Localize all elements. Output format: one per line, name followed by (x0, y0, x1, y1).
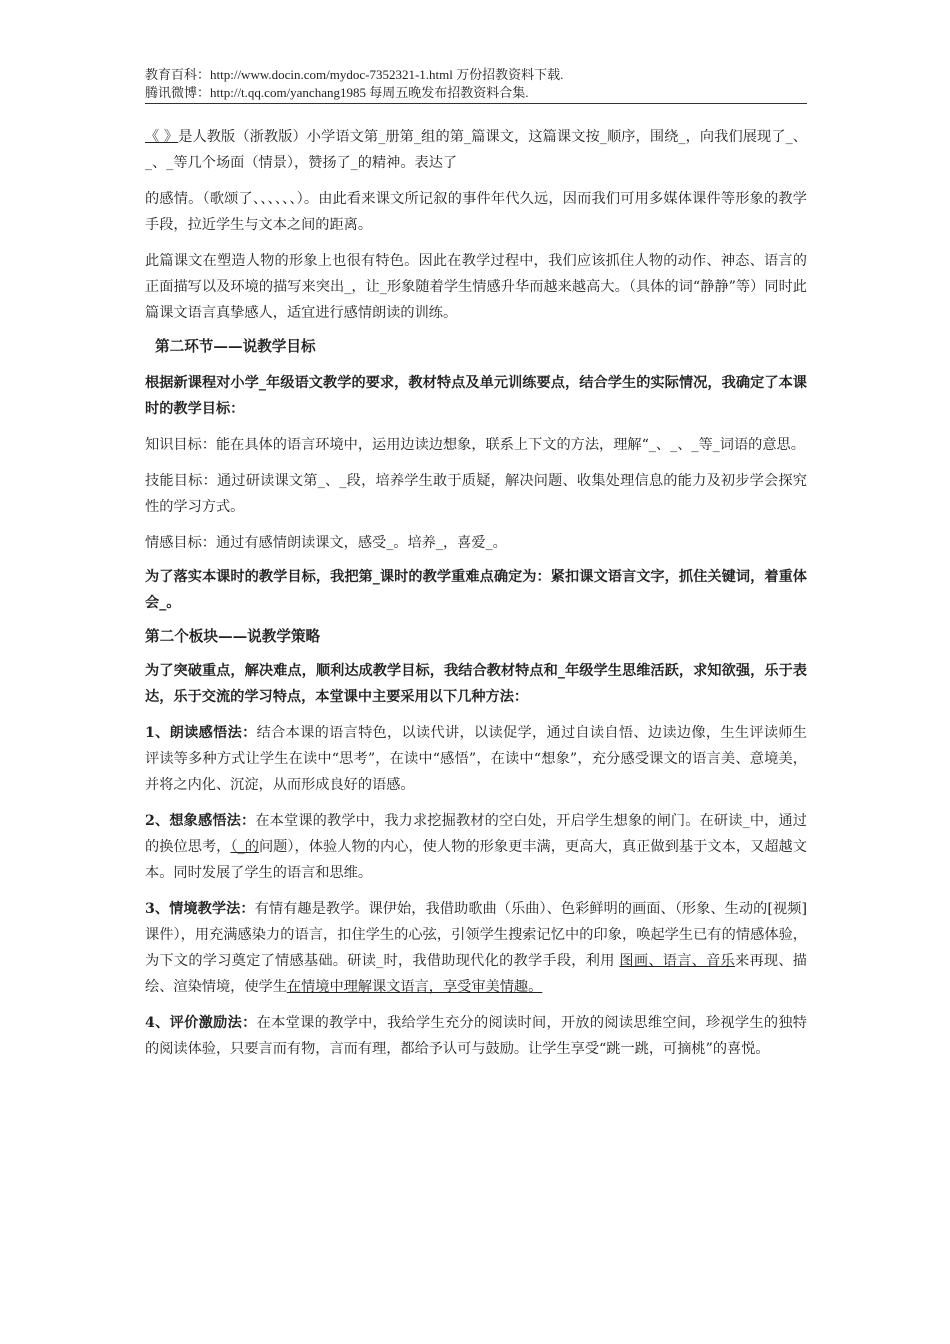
method-4: 4、评价激励法：在本堂课的教学中，我给学生充分的阅读时间，开放的阅读思维空间，珍视学生的独特的阅读体验，只要言而有物，言而有理，都给予认可与鼓励。让学生享受“跳一跳，可摘桃”的喜悦。 (145, 1015, 807, 1057)
method-2-label: 2、想象感悟法： (145, 813, 256, 829)
paragraph-character: 此篇课文在塑造人物的形象上也很有特色。因此在教学过程中，我们应该抓住人物的动作、神态、语言的正面描写以及环境的描写来突出_，让_形象随着学生情感升华而越来越高大。（具体的词“静静”等）同时此篇课文语言真挚感人，适宜进行感情朗读的训练。 (145, 253, 807, 321)
document-page (145, 66, 807, 1062)
goal-emotion: 情感目标：通过有感情朗读课文，感受_。培养_，喜爱_。 (145, 535, 507, 551)
goal-knowledge: 知识目标：能在具体的语言环境中，运用边读边想象，联系上下文的方法，理解“_、_、_等_词语的意思。 (145, 437, 805, 453)
section-strategy-title: 第二个板块——说教学策略 (145, 628, 321, 645)
page-header (145, 66, 807, 102)
header-line-2: 腾讯微博：http://t.qq.com/yanchang1985 每周五晚发布招教资料合集. (145, 85, 529, 100)
method-3: 3、情境教学法：有情有趣是教学。课伊始，我借助歌曲（乐曲）、色彩鲜明的画面、（形象、生动的[视频]课件），用充满感染力的语言，扣住学生的心弦，引领学生搜索记忆中的印象，唤起学生已有的情感体验，为下文的学习奠定了情感基础。研读_时，我借助现代化的教学手段，利用 图画、语言、音乐来再现、描绘、渲染情境，使学生在情境中理解课文语言，享受审美情趣。 (145, 901, 807, 995)
method-3-label: 3、情境教学法： (145, 901, 255, 917)
goals-intro: 根据新课程对小学_年级语文教学的要求，教材特点及单元训练要点，结合学生的实际情况，我确定了本课时的教学目标： (145, 375, 807, 417)
goal-skill: 技能目标：通过研读课文第_、_段，培养学生敢于质疑，解决问题、收集处理信息的能力及初步学会探究性的学习方式。 (145, 473, 807, 515)
key-points: 为了落实本课时的教学目标，我把第_课时的教学重难点确定为：紧扣课文语言文字，抓住关键词，着重体会_。 (145, 569, 807, 611)
section-teaching-goals-title: 第二环节——说教学目标 (155, 338, 316, 355)
method-4-label: 4、评价激励法： (145, 1015, 257, 1031)
strategy-intro: 为了突破重点，解决难点，顺利达成教学目标，我结合教材特点和_年级学生思维活跃，求知欲强，乐于表达，乐于交流的学习特点，本堂课中主要采用以下几种方法： (145, 663, 807, 705)
title-link[interactable]: 《 》 (145, 129, 179, 145)
paragraph-emotion: 的感情。（歌颂了、、、、、、）。由此看来课文所记叙的事件年代久远，因而我们可用多媒体课件等形象的教学手段，拉近学生与文本之间的距离。 (145, 191, 807, 233)
header-divider (145, 103, 807, 104)
header-line-1: 教育百科：http://www.docin.com/mydoc-7352321-1.html 万份招教资料下载. (145, 67, 564, 82)
method-1: 1、朗读感悟法：结合本课的语言特色，以读代讲，以读促学，通过自读自悟、边读边像，生生评读师生评读等多种方式让学生在读中“思考”，在读中“感悟”，在读中“想象”，充分感受课文的语言美、意境美，并将之内化、沉淀，从而形成良好的语感。 (145, 725, 807, 793)
method-2: 2、想象感悟法：在本堂课的教学中，我力求挖掘教材的空白处，开启学生想象的闸门。在研读_中，通过的换位思考，（_的问题），体验人物的内心，使人物的形象更丰满，更高大，真正做到基于文本，又超越文本。同时发展了学生的语言和思维。 (145, 813, 807, 881)
method-1-label: 1、朗读感悟法： (145, 725, 257, 741)
paragraph-intro: 《 》是人教版（浙教版）小学语文第_册第_组的第_篇课文，这篇课文按_顺序，围绕_，向我们展现了_、_、_等几个场面（情景），赞扬了_的精神。表达了 (145, 129, 807, 171)
